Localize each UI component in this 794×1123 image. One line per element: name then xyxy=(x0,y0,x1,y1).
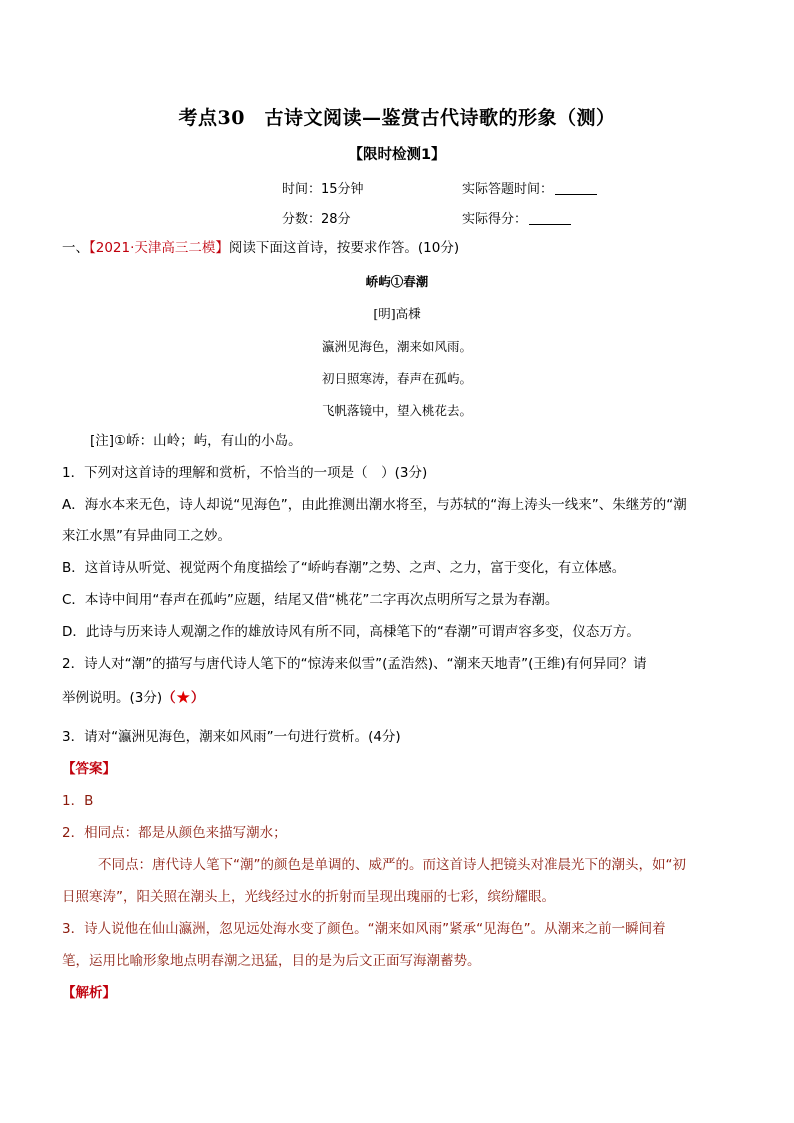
q1-option-a-line1: A．海水本来无色，诗人却说“见海色”，由此推测出潮水将至，与苏轼的“海上涛头一线来”、朱继芳的“潮 xyxy=(62,497,687,513)
page-title: 考点30 古诗文阅读—鉴赏古代诗歌的形象（测） xyxy=(178,107,616,129)
page-subtitle: 【限时检测1】 xyxy=(348,147,446,163)
q1-option-b: B．这首诗从听觉、视觉两个角度描绘了“峤屿春潮”之势、之声、之力，富于变化，有立体感。 xyxy=(62,560,626,576)
star-icon: ★ xyxy=(175,688,191,708)
q1-option-d: D．此诗与历来诗人观潮之作的雄放诗风有所不同，高棅笔下的“春潮”可谓声容多变，仪态万方。 xyxy=(62,624,640,640)
actual-time-field xyxy=(462,178,597,197)
answer-2-line3: 日照寒涛”，阳关照在潮头上，光线经过水的折射而呈现出瑰丽的七彩，缤纷耀眼。 xyxy=(62,889,555,905)
question-number: 一、 xyxy=(62,240,89,256)
answer-3-line1: 3．诗人说他在仙山瀛洲，忽见远处海水变了颜色。“潮来如风雨”紧承“见海色”。从潮来之前一瞬间着 xyxy=(62,921,666,937)
poem-title: 峤屿①春潮 xyxy=(365,274,429,289)
poem-author: [明]高棅 xyxy=(373,306,421,321)
answer-2-line2: 不同点：唐代诗人笔下“潮”的颜色是单调的、威严的。而这首诗人把镜头对准晨光下的潮头，如“初 xyxy=(98,857,686,873)
question-intro xyxy=(62,238,459,258)
q2-stem-line2 xyxy=(62,688,204,708)
q2-stem-text: 举例说明。(3分) xyxy=(62,690,163,706)
time-limit: 时间：15分钟 xyxy=(282,182,364,197)
question-source: 【2021·天津高三二模】 xyxy=(89,240,229,256)
q2-stem-line1: 2．诗人对“潮”的描写与唐代诗人笔下的“惊涛来似雪”(孟浩然)、“潮来天地青”(王维)有何异同？请 xyxy=(62,656,647,672)
answer-2-line1: 2．相同点：都是从颜色来描写潮水； xyxy=(62,825,287,841)
q1-option-a-line2: 来江水黑”有异曲同工之妙。 xyxy=(62,528,231,544)
actual-score-blank xyxy=(529,212,571,225)
poem-line-3: 飞帆落镜中，望入桃花去。 xyxy=(321,403,472,418)
actual-score-field xyxy=(462,208,571,227)
question-instruction: 阅读下面这首诗，按要求作答。(10分) xyxy=(228,240,460,256)
analysis-heading: 【解析】 xyxy=(62,985,116,1001)
answer-3-line2: 笔，运用比喻形象地点明春潮之迅猛，目的是为后文正面写海潮蓄势。 xyxy=(62,953,481,969)
q3-stem: 3．请对“瀛洲见海色，潮来如风雨”一句进行赏析。(4分) xyxy=(62,729,401,745)
actual-time-blank xyxy=(555,182,597,195)
q1-option-c: C．本诗中间用“春声在孤屿”应题，结尾又借“桃花”二字再次点明所写之景为春潮。 xyxy=(62,592,559,608)
answer-heading: 【答案】 xyxy=(62,761,116,777)
total-score: 分数：28分 xyxy=(282,212,351,227)
poem-line-1: 瀛洲见海色，潮来如风雨。 xyxy=(321,339,472,354)
poem-line-2: 初日照寒涛，春声在孤屿。 xyxy=(321,371,472,386)
poem-note: [注]①峤：山岭；屿，有山的小岛。 xyxy=(90,433,302,449)
q1-stem: 1．下列对这首诗的理解和赏析，不恰当的一项是（ ）(3分) xyxy=(62,465,428,481)
answer-1: 1．B xyxy=(62,793,94,809)
actual-time-label: 实际答题时间： xyxy=(462,182,554,197)
difficulty-marker: （★） xyxy=(162,688,205,708)
actual-score-label: 实际得分： xyxy=(462,212,528,227)
